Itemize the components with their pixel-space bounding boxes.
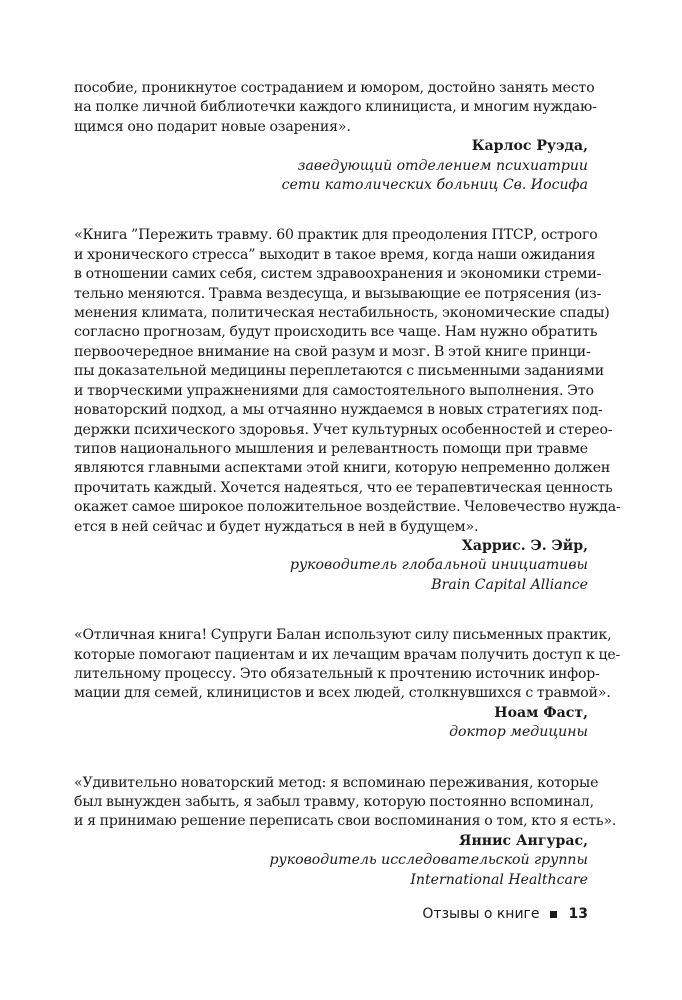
reviewer-name: Харрис. Э. Эйр, [461,537,588,554]
review-attribution [74,704,588,743]
page-content [74,79,621,890]
text-line: менения климата, политическая нестабильность, экономические спады) [74,305,610,322]
text-line: ется в ней сейчас и будет нуждаться в ней в будущем». [74,518,479,535]
reviewer-role: Brain Capital Alliance [431,576,588,593]
reviewer-role: доктор медицины [449,724,588,741]
text-line: пы доказательной медицины переплетаются с письменными заданиями [74,363,604,380]
review-attribution [74,832,588,890]
reviewer-role: руководитель исследовательской группы [269,852,588,869]
review-block [74,626,621,742]
text-line: прочитать каждый. Хочется надеяться, что ее терапевтическая ценность [74,479,613,496]
page-footer [422,906,588,922]
reviewer-name: Карлос Руэда, [471,138,588,155]
review-attribution [74,137,588,195]
reviewer-role: International Healthcare [410,871,588,888]
reviewer-role: руководитель глобальной инициативы [289,557,588,574]
text-line: согласно прогнозам, будут происходить все чаще. Нам нужно обратить [74,324,598,341]
text-line: пособие, проникнутое состраданием и юмором, достойно занять место [74,80,595,96]
text-line: и хронического стресса” выходит в такое время, когда наши ожидания [74,246,596,263]
square-bullet-icon [550,911,557,918]
text-line: держки психического здоровья. Учет культурных особенностей и стерео- [74,421,613,438]
reviewer-role: сети католических больниц Св. Иосифа [281,177,588,194]
text-line: «Отличная книга! Супруги Балан используют силу письменных практик, [74,627,612,644]
text-line: новаторский подход, а мы отчаянно нуждаемся в новых стратегиях под- [74,402,603,419]
text-line: окажет самое широкое положительное воздействие. Человечество нужда- [74,499,621,516]
reviewer-name: Яннис Ангурас, [459,832,588,849]
text-line: являются главными аспектами этой книги, которую непременно должен [74,460,611,477]
text-line: и я принимаю решение переписать свои воспоминания о том, кто я есть». [74,813,617,830]
text-line: «Книга ”Пережить травму. 60 практик для преодоления ПТСР, острого [74,227,598,244]
review-block [74,226,621,595]
text-line: щимся оно подарит новые озарения». [74,118,351,135]
review-text [74,79,597,137]
text-line: первоочередное внимание на свой разум и мозг. В этой книге принци- [74,343,591,360]
review-text [74,626,621,704]
text-line: типов национального мышления и релевантность помощи при травме [74,440,588,457]
review-block [74,774,617,890]
review-attribution [74,537,588,595]
reviewer-role: заведующий отделением психиатрии [297,157,588,174]
text-line: которые помогают пациентам и их лечащим врачам получить доступ к це- [74,646,621,663]
running-footer-title: Отзывы о книге [422,906,540,922]
text-line: тельно меняются. Травма вездесуща, и вызывающие ее потрясения (из- [74,285,602,302]
review-text [74,774,617,832]
text-line: и творческими упражнениями для самостоятельного выполнения. Это [74,382,594,399]
page-number: 13 [568,906,588,922]
text-line: мации для семей, клиницистов и всех людей, столкнувшихся с травмой». [74,685,611,702]
review-block [74,79,597,195]
text-line: на полке личной библиотечки каждого клинициста, и многим нуждаю- [74,99,597,116]
text-line: «Удивительно новаторский метод: я вспоминаю переживания, которые [74,774,599,791]
text-line: лительному процессу. Это обязательный к прочтению источник инфор- [74,665,600,682]
review-text [74,226,621,537]
text-line: был вынужден забыть, я забыл травму, которую постоянно вспоминал, [74,794,594,810]
reviewer-name: Ноам Фаст, [494,704,588,721]
text-line: в отношении самих себя, систем здравоохранения и экономики стреми- [74,266,602,283]
